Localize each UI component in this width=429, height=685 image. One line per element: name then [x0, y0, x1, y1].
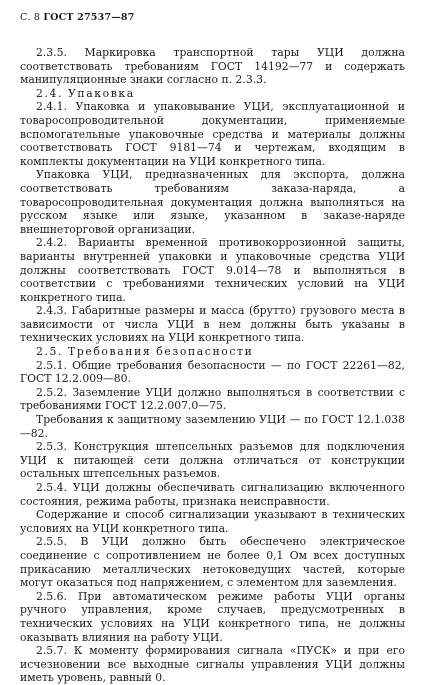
- paragraph-2-4-2: 2.4.2. Варианты временной противокоррозионной защиты, варианты внутренней упаковки и упаковочные средства УЦИ должны соответствовать ГОСТ 9.014—78 и выполняться в соответствии с требованиями технических условий на УЦИ конкретного типа.: [20, 236, 405, 304]
- standard-code: ГОСТ 27537—87: [43, 12, 135, 23]
- paragraph-2-4-1: 2.4.1. Упаковка и упаковывание УЦИ, эксплуатационной и товаросопроводительной документации, применяемые вспомогательные упаковочные средства и материалы должны соответствовать ГОСТ 9181—74 и чертежам, входящим в комплекты документации на УЦИ конкретного типа.: [20, 100, 405, 168]
- section-heading-packaging: 2.4. Упаковка: [36, 86, 135, 100]
- paragraph-2-5-3: 2.5.3. Конструкция штепсельных разъемов для подключения УЦИ к питающей сети должна отличаться от конструкции остальных штепсельных разъемов.: [20, 440, 405, 481]
- page-header: [20, 12, 135, 23]
- paragraph-2-3-5: 2.3.5. Маркировка транспортной тары УЦИ должна соответствовать требованиям ГОСТ 14192—77 и содержать манипуляционные знаки согласно п. 2.3.3.: [20, 46, 405, 87]
- paragraph-export-packaging: Упаковка УЦИ, предназначенных для экспорта, должна соответствовать требованиям заказа-наряда, а товаросопроводительная документация должна выполняться на русском языке или языке, указанном в заказе-наряде внешнеторговой организации.: [20, 168, 405, 236]
- page-number: С. 8: [20, 12, 41, 23]
- paragraph-2-5-1: 2.5.1. Общие требования безопасности — по ГОСТ 22261—82, ГОСТ 12.2.009—80.: [20, 358, 405, 386]
- paragraph-signalling: Содержание и способ сигнализации указывают в технических условиях на УЦИ конкретного типа.: [20, 508, 405, 535]
- paragraph-2-4-3: 2.4.3. Габаритные размеры и масса (брутто) грузового места в зависимости от числа УЦИ в нем должны быть указаны в технических условиях на УЦИ конкретного типа.: [20, 304, 405, 345]
- section-heading-safety: 2.5. Требования безопасности: [36, 345, 254, 359]
- paragraph-2-5-5: 2.5.5. В УЦИ должно быть обеспечено электрическое соединение с сопротивлением не более 0,1 Ом всех доступных прикасанию металлических нетоковедущих частей, которые могут оказаться под напряжением, с элементом для заземления.: [20, 535, 405, 590]
- paragraph-2-5-7: 2.5.7. К моменту формирования сигнала «ПУСК» и при его исчезновении все выходные сигналы управления УЦИ должны иметь уровень, равный 0.: [20, 644, 405, 685]
- document-body: [20, 46, 405, 685]
- paragraph-2-5-4: 2.5.4. УЦИ должны обеспечивать сигнализацию включенного состояния, режима работы, признака неисправности.: [20, 481, 405, 508]
- paragraph-2-5-6: 2.5.6. При автоматическом режиме работы УЦИ органы ручного управления, кроме случаев, предусмотренных в технических условиях на УЦИ конкретного типа, не должны оказывать влияния на работу УЦИ.: [20, 589, 405, 644]
- paragraph-grounding: Требования к защитному заземлению УЦИ — по ГОСТ 12.1.038—82.: [20, 413, 405, 440]
- paragraph-2-5-2: 2.5.2. Заземление УЦИ должно выполняться в соответствии с требованиями ГОСТ 12.2.007.0—75.: [20, 385, 405, 413]
